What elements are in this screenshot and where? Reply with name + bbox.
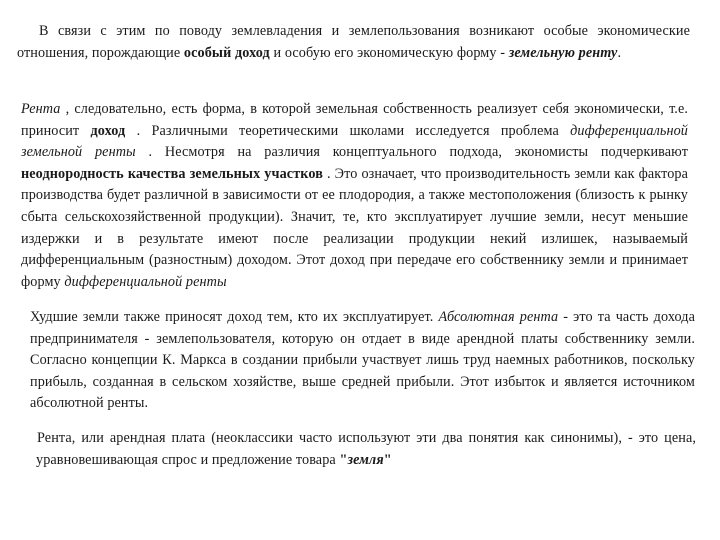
text: и особую его экономическую форму -	[269, 44, 509, 61]
text: . Несмотря на различия концептуального подхода, экономисты подчеркивают	[135, 144, 688, 161]
term-heterogeneity: неоднородность качества земельных участков	[21, 165, 323, 182]
text: .	[617, 44, 622, 61]
text: Худшие земли также приносят доход тем, кто их эксплуатирует.	[30, 309, 439, 325]
paragraph-land-relations	[17, 21, 690, 64]
term-rent: Рента	[21, 101, 61, 117]
text: , следовательно, есть форма, в которой земельная собственность реализует себя экономически, т.е. приносит	[21, 101, 688, 139]
text: - это та часть дохода предпринимателя - землепользователя, которую он отдает в виде арендной платы собственнику земли. Согласно концепции К. Маркса в создании прибыли участвует лишь труд наемных работников, поскольку прибыль, созданная в сельском хозяйстве, выше средней прибыли. Этот избыток и является источником абсолютной ренты.	[30, 309, 695, 412]
term-special-income: особый доход	[183, 44, 270, 61]
term-income: доход	[90, 122, 126, 139]
text: . Различными теоретическими школами исследуется проблема	[125, 122, 571, 139]
text: В связи с этим по поводу землевладения и землепользования возникают особые экономические отношения, порождающие	[17, 23, 690, 61]
text: Рента, или арендная плата (неоклассики часто используют эти два понятия как синонимы), - это цена, уравновешивающая спрос и предложение товара	[36, 430, 696, 468]
text: . Это означает, что производительность земли как фактора производства будет различной в зависимости от ее плодородия, а также местоположения (близость к рынку сбыта сельскохозяйственной продукции). Значит, те, кто эксплуатирует лучшие земли, несут меньшие издержки и в результате имеют после реализации продукции некий излишек, называемый дифференциальным (разностным) доходом. Этот доход при передаче его собственнику земли и принимает форму	[21, 165, 688, 290]
paragraph-rent-definition	[21, 99, 688, 293]
paragraph-absolute-rent	[30, 307, 695, 415]
quote-close: "	[383, 451, 392, 468]
term-absolute-rent: Абсолютная рента	[438, 309, 559, 325]
term-differential-land-rent: дифференциальной земельной ренты	[21, 122, 688, 161]
term-land-rent: земельную ренту	[508, 44, 618, 61]
term-differential-rent: дифференциальной ренты	[64, 273, 227, 290]
term-land-good: земля	[347, 451, 384, 468]
paragraph-rent-price	[36, 428, 696, 471]
quote-open: "	[339, 451, 348, 468]
